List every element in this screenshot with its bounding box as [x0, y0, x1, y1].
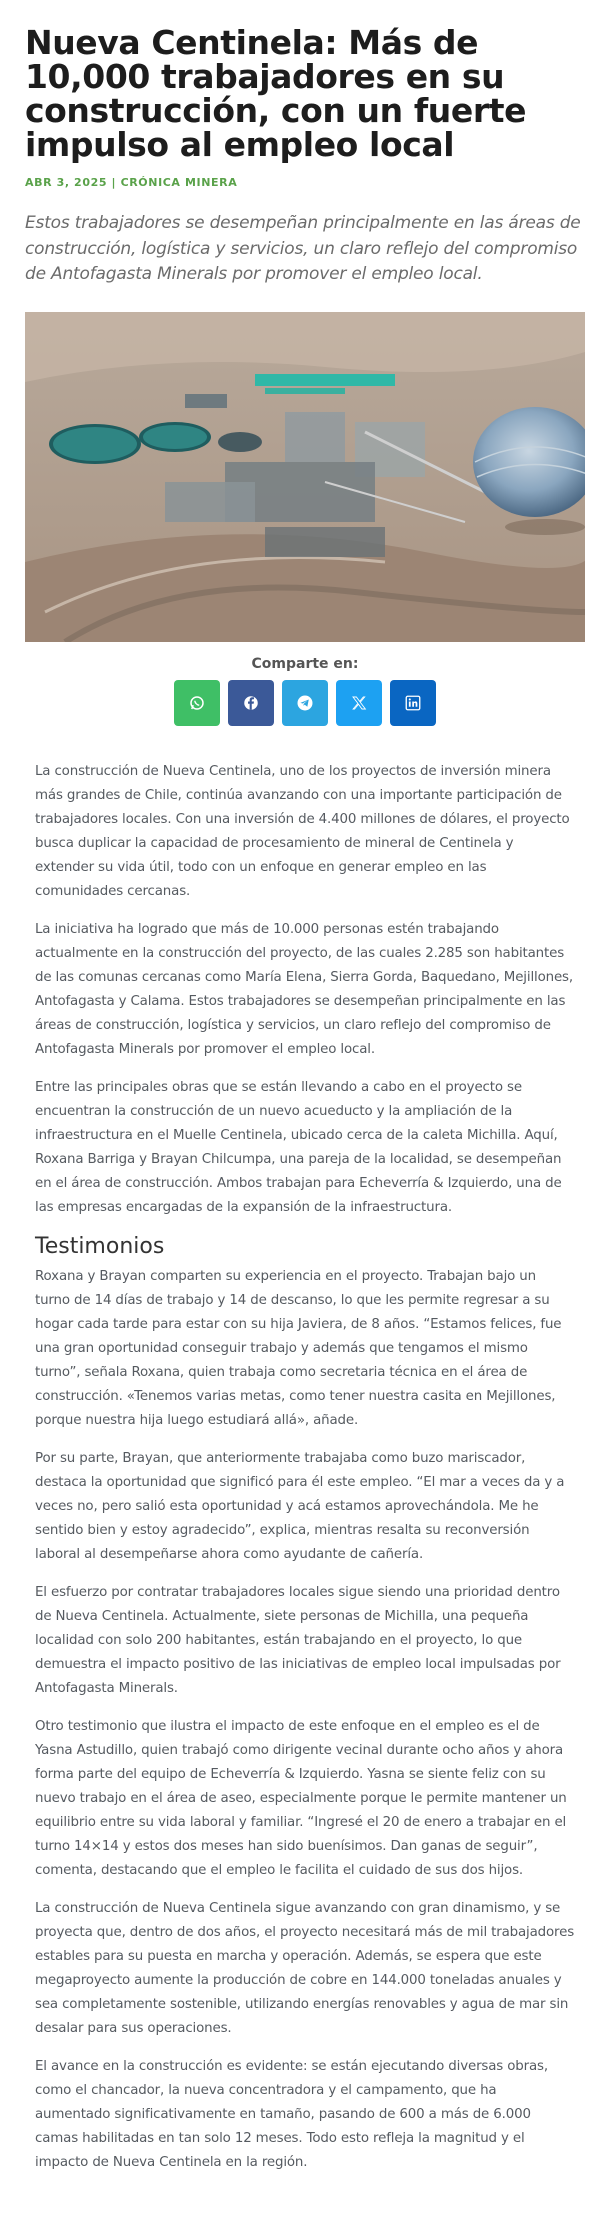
article-meta [25, 176, 585, 189]
paragraph: La construcción de Nueva Centinela sigue avanzando con gran dinamismo, y se proyecta que, dentro de dos años, el proyecto necesitará más de mil trabajadores estables para su puesta en marcha y operación. Además, se espera que este megaproyecto aumente la producción de cobre en 144.000 toneladas anuales y sea completamente sostenible, utilizando energías renovables y agua de mar sin desalar para sus operaciones. [35, 1900, 575, 2036]
category-link[interactable]: CRÓNICA MINERA [120, 176, 238, 189]
article-title: Nueva Centinela: Más de 10,000 trabajadores en su construcción, con un fuerte impulso al empleo local [25, 23, 527, 164]
paragraph: La construcción de Nueva Centinela, uno de los proyectos de inversión minera más grandes de Chile, continúa avanzando con una importante participación de trabajadores locales. Con una inversión de 4.400 millones de dólares, el proyecto busca duplicar la capacidad de procesamiento de mineral de Centinela y extender su vida útil, todo con un enfoque en generar empleo en las comunidades cercanas. [35, 763, 570, 899]
share-x-button[interactable] [336, 680, 382, 726]
facebook-icon [242, 694, 260, 712]
article-body [25, 760, 585, 2175]
paragraph: Por su parte, Brayan, que anteriormente trabajaba como buzo mariscador, destaca la oportunidad que significó para él este empleo. “El mar a veces da y a veces no, pero salió esta oportunidad y acá estamos aprovechándola. Me he sentido bien y estoy agradecido”, explica, mientras resalta su reconversión laboral al desempeñarse ahora como ayudante de cañería. [35, 1450, 565, 1562]
share-facebook-button[interactable] [228, 680, 274, 726]
paragraph: La iniciativa ha logrado que más de 10.000 personas estén trabajando actualmente en la construcción del proyecto, de las cuales 2.285 son habitantes de las comunas cercanas como María Elena, Sierra Gorda, Baquedano, Mejillones, Antofagasta y Calama. Estos trabajadores se desempeñan principalmente en las áreas de construcción, logística y servicios, un claro reflejo del compromiso de Antofagasta Minerals por promover el empleo local. [35, 921, 573, 1057]
hero-image [25, 312, 585, 642]
whatsapp-icon [188, 694, 206, 712]
share-whatsapp-button[interactable] [174, 680, 220, 726]
paragraph: El avance en la construcción es evidente: se están ejecutando diversas obras, como el chancador, la nueva concentradora y el campamento, que ha aumentado significativamente en tamaño, pasando de 600 a más de 6.000 camas habilitadas en tan solo 12 meses. Todo esto refleja la magnitud y el impacto de Nueva Centinela en la región. [35, 2058, 548, 2170]
article-date: ABR 3, 2025 [25, 176, 108, 189]
linkedin-icon [404, 694, 422, 712]
paragraph: Roxana y Brayan comparten su experiencia en el proyecto. Trabajan bajo un turno de 14 días de trabajo y 14 de descanso, lo que les permite regresar a su hogar cada tarde para estar con su hija Javiera, de 8 años. “Estamos felices, fue una gran oportunidad conseguir trabajo y además que tengamos el mismo turno”, señala Roxana, quien trabaja como secretaria técnica en el área de construcción. «Tenemos varias metas, como tener nuestra casita en Mejillones, porque nuestra hija luego estudiará allá», añade. [35, 1268, 562, 1428]
article-lead: Estos trabajadores se desempeñan principalmente en las áreas de construcción, logística y servicios, un claro reflejo del compromiso de Antofagasta Minerals por promover el empleo local. [25, 213, 581, 284]
share-buttons [25, 680, 585, 726]
x-twitter-icon [350, 694, 368, 712]
paragraph: Otro testimonio que ilustra el impacto de este enfoque en el empleo es el de Yasna Astudillo, quien trabajó como dirigente vecinal durante ocho años y ahora forma parte del equipo de Echeverría & Izquierdo. Yasna se siente feliz con su nuevo trabajo en el área de aseo, especialmente porque le permite mantener un equilibrio entre su vida laboral y familiar. “Ingresé el 20 de enero a trabajar en el turno 14×14 y estos dos meses han sido buenísimos. Dan ganas de seguir”, comenta, destacando que el empleo le facilita el cuidado de sus dos hijos. [35, 1718, 567, 1878]
article [25, 0, 585, 2189]
share-telegram-button[interactable] [282, 680, 328, 726]
meta-separator: | [107, 176, 121, 189]
paragraph: El esfuerzo por contratar trabajadores locales sigue siendo una prioridad dentro de Nueva Centinela. Actualmente, siete personas de Michilla, una pequeña localidad con solo 200 habitantes, están trabajando en el proyecto, lo que demuestra el impacto positivo de las iniciativas de empleo local impulsadas por Antofagasta Minerals. [35, 1584, 561, 1696]
share-linkedin-button[interactable] [390, 680, 436, 726]
paragraph: Entre las principales obras que se están llevando a cabo en el proyecto se encuentran la construcción de un nuevo acueducto y la ampliación de la infraestructura en el Muelle Centinela, ubicado cerca de la caleta Michilla. Aquí, Roxana Barriga y Brayan Chilcumpa, una pareja de la localidad, se desempeñan en el área de construcción. Ambos trabajan para Echeverría & Izquierdo, una de las empresas encargadas de la expansión de la infraestructura. [35, 1079, 562, 1215]
share-label: Comparte en: [251, 655, 359, 672]
section-heading: Testimonios [35, 1233, 165, 1259]
telegram-icon [295, 693, 315, 713]
